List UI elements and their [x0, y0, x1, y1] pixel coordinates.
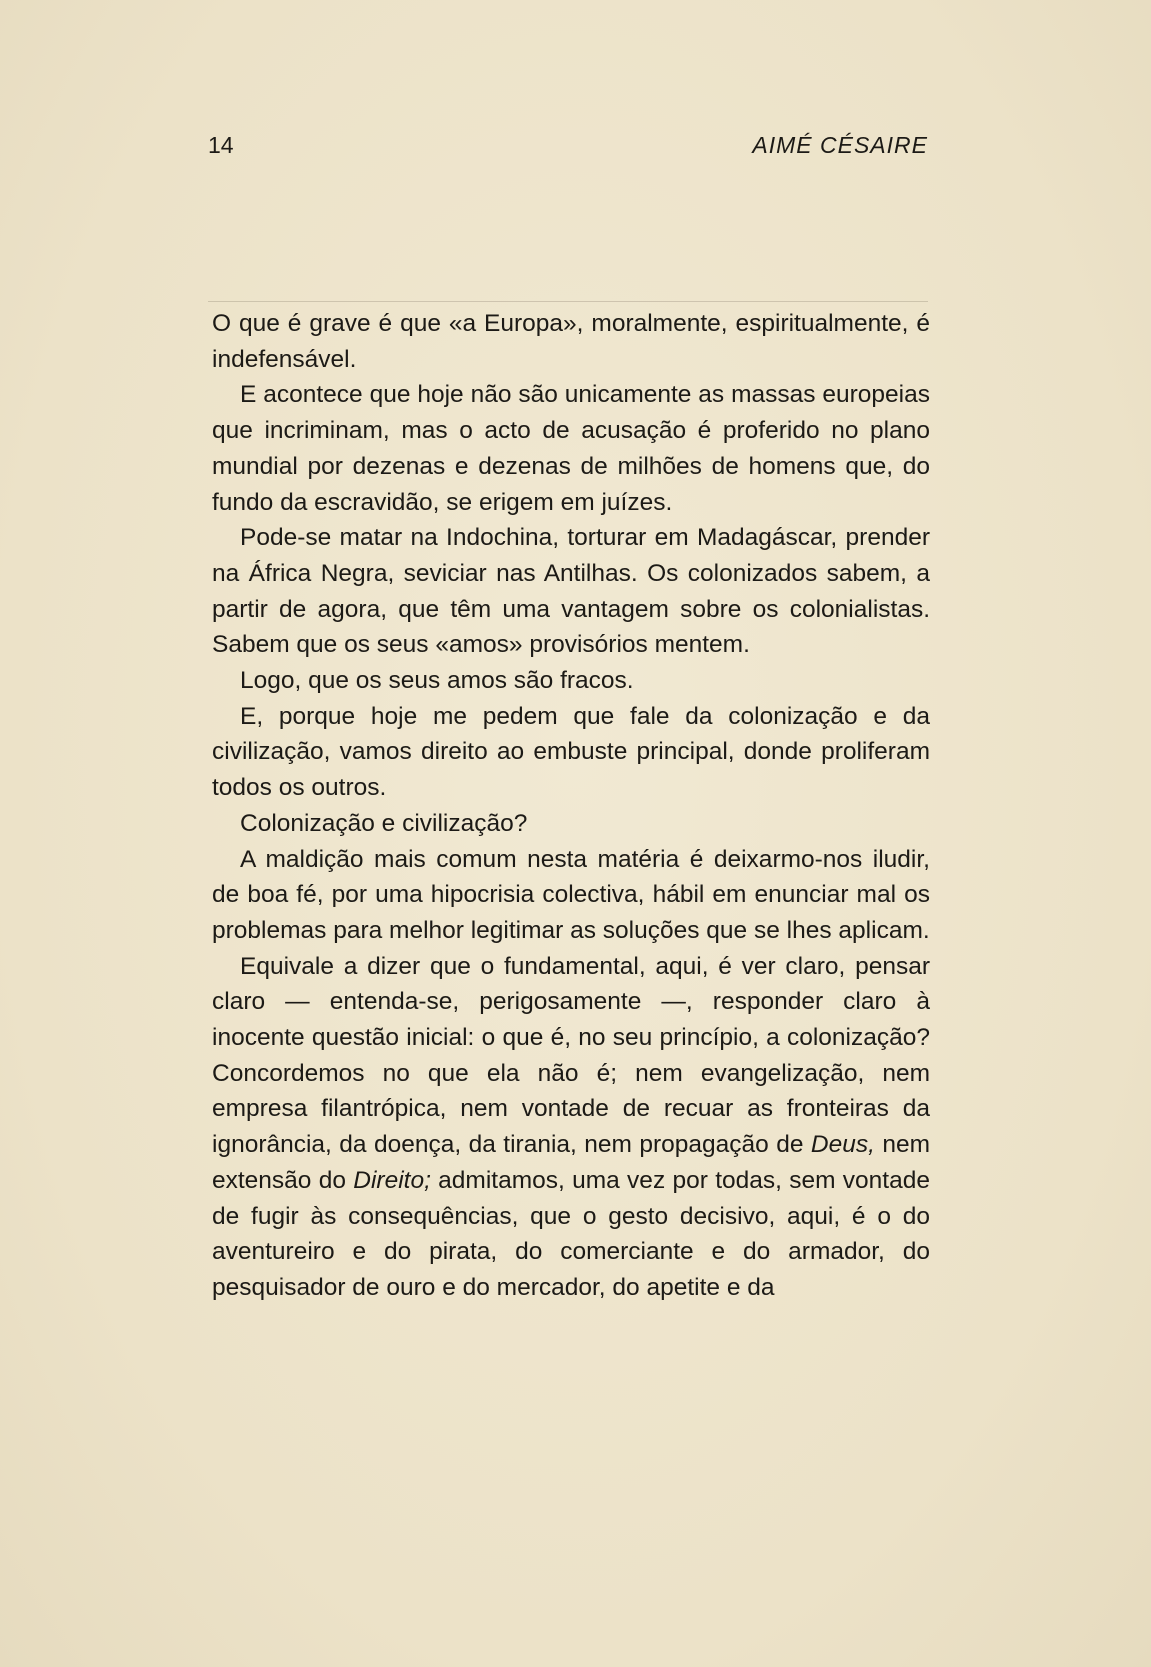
paragraph: Logo, que os seus amos são fracos. — [240, 667, 634, 695]
paragraph: A maldição mais comum nesta matéria é deixarmo-nos iludir, de boa fé, por uma hipocrisia colectiva, hábil em enunciar mal os problemas para melhor legitimar as soluções que se lhes aplicam. — [212, 845, 930, 944]
running-head — [208, 132, 928, 164]
paragraph: Colonização e civilização? — [240, 809, 528, 837]
text-segment: admitamos, uma vez por todas, sem vontade de fugir às consequências, que o gesto decisivo, aqui, é o do aventureiro e do pirata, do comerciante e do armador, do pesquisador de ouro e do mercador, do apetite e da — [212, 1166, 930, 1301]
author-name: AIMÉ CÉSAIRE — [752, 132, 928, 158]
paragraph: E, porque hoje me pedem que fale da colonização e da civilização, vamos direito ao embuste principal, donde proliferam todos os outros. — [212, 702, 930, 802]
text-segment: Equivale a dizer que o fundamental, aqui, é ver claro, pensar claro — entenda-se, perigosamente —, responder claro à inocente questão inicial: o que é, no seu princípio, a colonização? Concordemos no que ela não é; nem evangelização, nem empresa filantrópica, nem vontade de recuar as fronteiras da ignorância, da doença, da tirania, nem propagação de — [212, 952, 930, 1159]
italic-deus: Deus, — [810, 1131, 875, 1159]
paragraph: Pode-se matar na Indochina, torturar em Madagáscar, prender na África Negra, seviciar nas Antilhas. Os colonizados sabem, a partir de agora, que têm uma vantagem sobre os colonialistas. Sabem que os seus «amos» provisórios mentem. — [212, 524, 930, 659]
italic-direito: Direito; — [353, 1166, 431, 1194]
paragraph: O que é grave é que «a Europa», moralmente, espiritualmente, é indefensável. — [212, 310, 930, 373]
paragraph: E acontece que hoje não são unicamente as massas europeias que incriminam, mas o acto de acusação é proferido no plano mundial por dezenas e dezenas de milhões de homens que, do fundo da escravidão, se erigem em juízes. — [212, 381, 930, 516]
paragraph-last — [212, 949, 930, 1306]
faint-rule — [208, 301, 928, 302]
page-number: 14 — [208, 132, 234, 158]
text-segment: nem extensão do — [212, 1131, 931, 1194]
body-text — [212, 306, 930, 1306]
